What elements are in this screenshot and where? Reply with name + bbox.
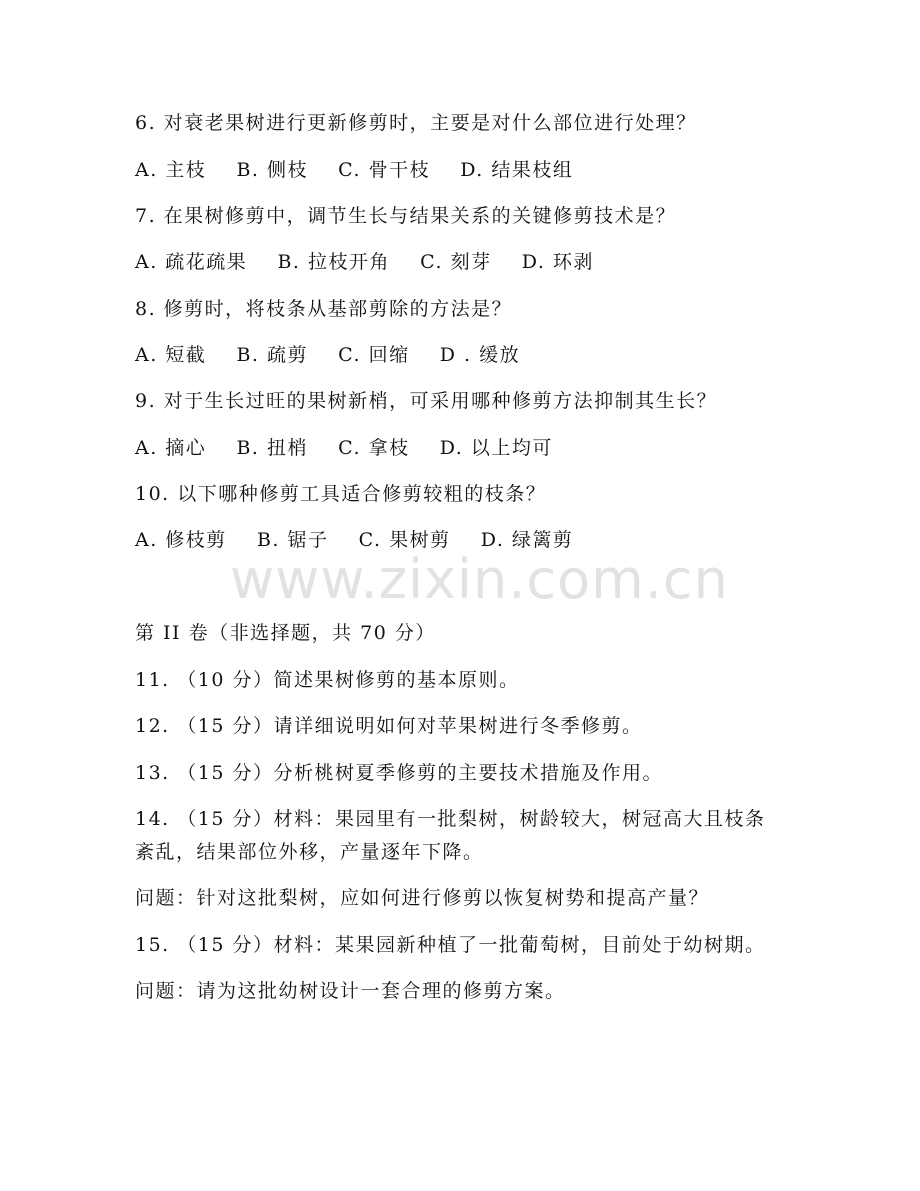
question-14-prompt: 问题：针对这批梨树，应如何进行修剪以恢复树势和提高产量？ [135,887,710,909]
question-10-stem: 10. 以下哪种修剪工具适合修剪较粗的枝条？ [135,483,547,505]
question-15-line-1: 15. （15 分）材料：某果园新种植了一批葡萄树，目前处于幼树期。 [135,934,766,956]
question-6-stem: 6. 对衰老果树进行更新修剪时，主要是对什么部位进行处理？ [135,112,697,134]
question-9-options: A. 摘心 B. 扭梢 C. 拿枝 D. 以上均可 [135,437,553,459]
question-6-options: A. 主枝 B. 侧枝 C. 骨干枝 D. 结果枝组 [135,159,574,181]
question-8-stem: 8. 修剪时，将枝条从基部剪除的方法是？ [135,298,513,320]
question-14-line-2: 紊乱，结果部位外移，产量逐年下降。 [135,841,484,863]
question-9-stem: 9. 对于生长过旺的果树新梢，可采用哪种修剪方法抑制其生长？ [135,390,718,412]
question-14-line-1: 14. （15 分）材料：果园里有一批梨树，树龄较大，树冠高大且枝条 [135,808,766,830]
question-8-options: A. 短截 B. 疏剪 C. 回缩 D . 缓放 [135,344,521,366]
question-7-options: A. 疏花疏果 B. 拉枝开角 C. 刻芽 D. 环剥 [135,251,594,273]
question-11: 11. （10 分）简述果树修剪的基本原则。 [135,669,520,691]
question-12: 12. （15 分）请详细说明如何对苹果树进行冬季修剪。 [135,715,643,737]
question-10-options: A. 修枝剪 B. 锯子 C. 果树剪 D. 绿篱剪 [135,529,574,551]
section-2-title: 第 II 卷（非选择题，共 70 分） [135,622,436,644]
watermark: www.zixin.com.cn [230,548,729,611]
question-15-prompt: 问题：请为这批幼树设计一套合理的修剪方案。 [135,980,566,1002]
question-7-stem: 7. 在果树修剪中，调节生长与结果关系的关键修剪技术是？ [135,205,677,227]
question-13: 13. （15 分）分析桃树夏季修剪的主要技术措施及作用。 [135,762,663,784]
